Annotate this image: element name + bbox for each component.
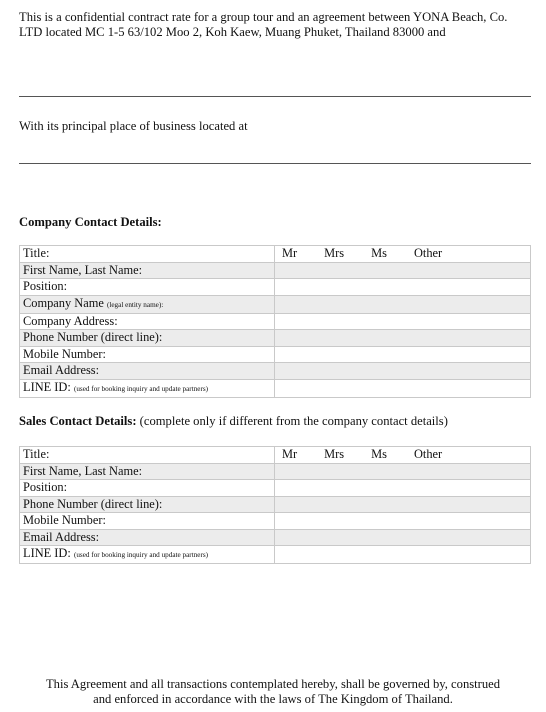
field-label-text: Mobile Number: xyxy=(23,346,106,361)
field-input[interactable] xyxy=(275,463,531,480)
table-row xyxy=(20,313,531,330)
field-input[interactable] xyxy=(275,529,531,546)
field-input[interactable] xyxy=(275,330,531,347)
sales-contact-heading-note: (complete only if different from the company contact details) xyxy=(136,414,448,428)
title-option-ms[interactable]: Ms xyxy=(371,447,387,462)
intro-paragraph: This is a confidential contract rate for a group tour and an agreement between YONA Beach, Co. LTD located MC 1-5 63/102 Moo 2, Koh Kaew, Muang Phuket, Thailand 83000 and xyxy=(19,10,508,39)
field-label-text: Position: xyxy=(23,279,68,294)
table-row xyxy=(20,463,531,480)
field-label-text: Mobile Number: xyxy=(23,513,106,528)
table-row xyxy=(20,513,531,530)
table-row xyxy=(20,262,531,279)
table-row xyxy=(20,447,531,464)
field-input[interactable] xyxy=(275,262,531,279)
field-label xyxy=(20,513,275,530)
field-label xyxy=(20,346,275,363)
field-label-note: (legal entity name): xyxy=(106,300,164,309)
field-label-text: Company Name xyxy=(23,295,107,310)
field-input[interactable] xyxy=(275,496,531,513)
sales-contact-table xyxy=(19,446,531,564)
sales-contact-heading-text: Sales Contact Details: xyxy=(19,414,137,428)
party-name-line[interactable] xyxy=(19,96,531,97)
field-label-note: (used for booking inquiry and update partners) xyxy=(73,384,209,393)
governing-law-clause xyxy=(0,677,546,707)
company-contact-heading-text: Company Contact Details: xyxy=(19,215,162,229)
title-options xyxy=(275,246,531,263)
title-option-mr[interactable]: Mr xyxy=(282,447,298,462)
field-label xyxy=(20,279,275,296)
field-label xyxy=(20,295,275,313)
table-row xyxy=(20,496,531,513)
field-label xyxy=(20,313,275,330)
field-label-note: (used for booking inquiry and update partners) xyxy=(73,551,209,559)
field-input[interactable] xyxy=(275,295,531,313)
field-label xyxy=(20,262,275,279)
field-label xyxy=(20,480,275,497)
business-address-line[interactable] xyxy=(19,163,531,164)
field-label-text: Company Address: xyxy=(23,313,118,328)
table-row xyxy=(20,279,531,296)
field-input[interactable] xyxy=(275,279,531,296)
field-input[interactable] xyxy=(275,346,531,363)
table-row xyxy=(20,246,531,263)
field-label xyxy=(20,330,275,347)
title-label: Title: xyxy=(20,447,275,464)
field-label xyxy=(20,546,275,564)
table-row xyxy=(20,379,531,397)
field-label-text: First Name, Last Name: xyxy=(23,262,143,277)
field-label-text: Email Address: xyxy=(23,529,100,544)
field-label-text: Phone Number (direct line): xyxy=(23,496,163,511)
principal-place-label: With its principal place of business located at xyxy=(19,119,248,133)
field-input[interactable] xyxy=(275,513,531,530)
table-row xyxy=(20,295,531,313)
title-option-mrs[interactable]: Mrs xyxy=(324,246,345,261)
table-row xyxy=(20,346,531,363)
field-input[interactable] xyxy=(275,363,531,380)
table-row xyxy=(20,330,531,347)
field-label xyxy=(20,363,275,380)
title-option-other[interactable]: Other xyxy=(413,246,443,261)
field-label-text: LINE ID: xyxy=(23,379,74,394)
field-input[interactable] xyxy=(275,379,531,397)
field-input[interactable] xyxy=(275,480,531,497)
field-label-text: Email Address: xyxy=(23,363,100,378)
title-option-mrs[interactable]: Mrs xyxy=(324,447,345,462)
title-option-ms[interactable]: Ms xyxy=(371,246,387,261)
title-option-other[interactable]: Other xyxy=(413,447,443,462)
field-label-text: LINE ID: xyxy=(23,546,74,560)
field-input[interactable] xyxy=(275,313,531,330)
field-label-text: Phone Number (direct line): xyxy=(23,330,163,345)
field-input[interactable] xyxy=(275,546,531,564)
governing-law-line-2: and enforced in accordance with the laws of The Kingdom of Thailand. xyxy=(93,692,453,706)
field-label xyxy=(20,463,275,480)
company-contact-table xyxy=(19,245,531,398)
title-options xyxy=(275,447,531,464)
field-label xyxy=(20,529,275,546)
title-label: Title: xyxy=(20,246,275,263)
field-label xyxy=(20,496,275,513)
title-option-mr[interactable]: Mr xyxy=(282,246,298,261)
field-label xyxy=(20,379,275,397)
company-contact-heading xyxy=(19,215,162,230)
sales-contact-heading xyxy=(19,414,448,429)
table-row xyxy=(20,529,531,546)
table-row xyxy=(20,363,531,380)
table-row xyxy=(20,480,531,497)
table-row xyxy=(20,546,531,564)
governing-law-line-1: This Agreement and all transactions contemplated hereby, shall be governed by, construed xyxy=(45,677,501,691)
field-label-text: First Name, Last Name: xyxy=(23,463,143,478)
field-label-text: Position: xyxy=(23,480,68,495)
